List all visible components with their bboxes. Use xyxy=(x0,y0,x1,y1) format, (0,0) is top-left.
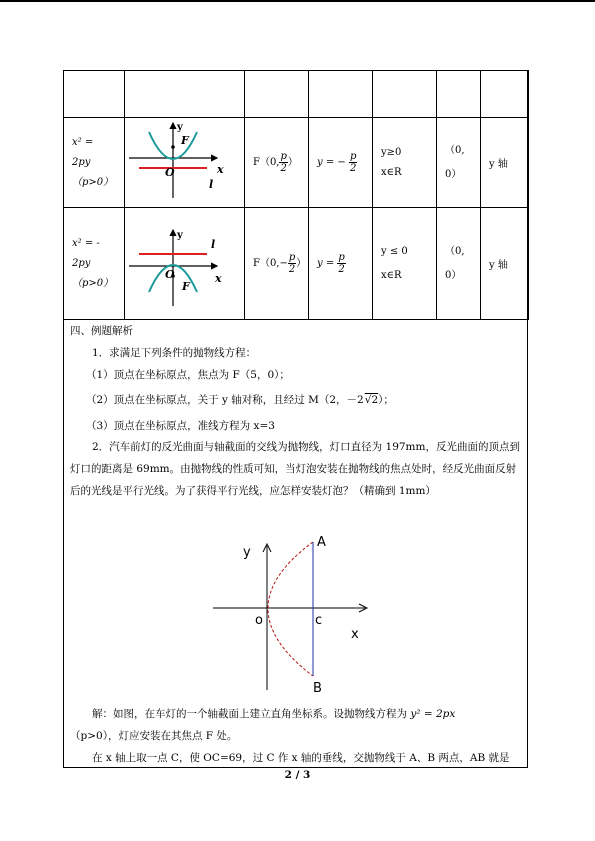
parabola-table xyxy=(63,70,529,320)
directrix-prefix: y = − xyxy=(317,157,346,168)
solution-text: 解：如图，在车灯的一个轴截面上建立直角坐标系。设抛物线方程为 xyxy=(92,708,407,720)
sqrt-symbol: √2 xyxy=(364,394,379,406)
solution-line-2: （p>0），灯应安装在其焦点 F 处。 xyxy=(70,730,238,742)
equation-cell xyxy=(64,118,125,208)
parabola-curve xyxy=(268,542,313,676)
vertex-cell xyxy=(437,118,481,208)
fraction-denominator: 2 xyxy=(288,264,296,275)
axis-cell: y 轴 xyxy=(481,208,529,320)
part-2-text: （2）顶点在坐标原点，关于 y 轴对称，且经过 M（2，－2 xyxy=(86,394,364,406)
y-label: y xyxy=(177,122,183,133)
table-cell xyxy=(245,71,309,118)
fraction-numerator: p xyxy=(349,151,357,162)
range-y: y≥0 xyxy=(381,146,402,158)
equation-condition: （p>0） xyxy=(72,176,114,188)
question-1-part-3: （3）顶点在坐标原点，准线方程为 x=3 xyxy=(86,420,275,432)
fraction-numerator: p xyxy=(338,252,345,263)
equation-line-2: 2py xyxy=(72,257,91,269)
vertex-line-2: 0） xyxy=(445,168,462,180)
question-1-part-1: （1）顶点在坐标原点，焦点为 F（5，0）； xyxy=(86,369,290,381)
x-label: x xyxy=(215,272,222,285)
fraction-numerator: p xyxy=(280,151,287,162)
question-1-part-2 xyxy=(86,393,394,407)
equation-line-1: x² = - xyxy=(72,237,100,249)
focus-fraction xyxy=(279,151,287,174)
parabola-up-graph xyxy=(125,118,243,204)
equation-line-1: x² = xyxy=(72,136,94,148)
question-2: 2．汽车前灯的反光曲面与轴截面的交线为抛物线，灯口直径为 197mm，反光曲面的顶点到灯口的距离是 69mm。由抛物线的性质可知，当灯泡安装在抛物线的焦点处时，经反光曲面反射后的光线是平行光线。为了获得平行光线，应怎样安装灯泡？（精确到 1mm） xyxy=(70,441,520,497)
focus-point xyxy=(171,145,175,149)
range-cell xyxy=(373,208,437,320)
origin-label: O xyxy=(165,268,175,281)
table-cell xyxy=(309,71,373,118)
table-row xyxy=(64,118,529,208)
solution-line-3: 在 x 轴上取一点 C，使 OC=69，过 C 作 x 轴的垂线，交抛物线于 A、B 两点，AB 就是 xyxy=(92,752,510,764)
graph-cell xyxy=(125,118,245,208)
equation-line-2: 2py xyxy=(72,156,91,168)
focus-suffix: ） xyxy=(287,157,298,168)
directrix-fraction xyxy=(337,252,345,275)
fraction-numerator: p xyxy=(288,252,296,263)
solution-line-1 xyxy=(92,707,455,721)
table-row xyxy=(64,208,529,320)
vertex-line-1: （0, xyxy=(445,144,465,156)
question-1: 1．求满足下列条件的抛物线方程： xyxy=(92,347,257,359)
table-cell xyxy=(373,71,437,118)
focus-prefix: F（0, xyxy=(253,157,280,168)
focus-cell xyxy=(245,208,309,320)
label-O: o xyxy=(255,613,263,628)
label-x: x xyxy=(351,627,359,642)
vertex-cell xyxy=(437,208,481,320)
vertex-line-1: （0, xyxy=(445,245,465,257)
range-x: x∈R xyxy=(381,269,402,281)
table-cell xyxy=(437,71,481,118)
directrix-cell xyxy=(309,118,373,208)
label-C: c xyxy=(315,613,323,628)
sqrt-radicand: 2 xyxy=(371,394,379,406)
directrix-fraction xyxy=(349,151,357,174)
fraction-denominator: 2 xyxy=(349,163,357,174)
directrix-prefix: y = xyxy=(317,258,335,269)
focus-label: F xyxy=(182,280,190,293)
range-x: x∈R xyxy=(381,166,402,178)
part-2-end: ）； xyxy=(378,394,394,406)
fraction-denominator: 2 xyxy=(338,264,345,275)
range-cell xyxy=(373,118,437,208)
table-cell xyxy=(64,71,125,118)
focus-label: F xyxy=(181,134,189,147)
directrix-label: l xyxy=(209,178,214,191)
focus-prefix: F（0,− xyxy=(253,258,288,269)
focus-cell xyxy=(245,118,309,208)
table-cell xyxy=(481,71,529,118)
label-A: A xyxy=(317,535,326,550)
table-cell xyxy=(125,71,245,118)
fraction-denominator: 2 xyxy=(280,163,287,174)
directrix-cell xyxy=(309,208,373,320)
section-heading: 四、例题解析 xyxy=(70,325,133,337)
range-y: y ≤ 0 xyxy=(381,245,408,257)
equation-cell xyxy=(64,208,125,320)
parabola-down-graph xyxy=(125,208,243,316)
header-rule xyxy=(0,0,595,2)
label-B: B xyxy=(313,681,322,696)
focus-suffix: ） xyxy=(296,258,307,269)
origin-label: O xyxy=(165,166,175,179)
label-y: y xyxy=(243,545,251,560)
solution-equation: y² = 2px xyxy=(410,708,456,720)
y-label: y xyxy=(177,230,183,241)
page-number: 2 / 3 xyxy=(284,769,311,781)
axis-cell: y 轴 xyxy=(481,118,529,208)
focus-fraction xyxy=(288,252,296,275)
equation-condition: （p>0） xyxy=(72,277,114,289)
graph-cell xyxy=(125,208,245,320)
headlight-figure xyxy=(205,530,380,700)
vertex-line-2: 0） xyxy=(445,269,462,281)
table-row-blank xyxy=(64,71,529,118)
x-label: x xyxy=(217,163,224,176)
directrix-label: l xyxy=(211,238,216,251)
